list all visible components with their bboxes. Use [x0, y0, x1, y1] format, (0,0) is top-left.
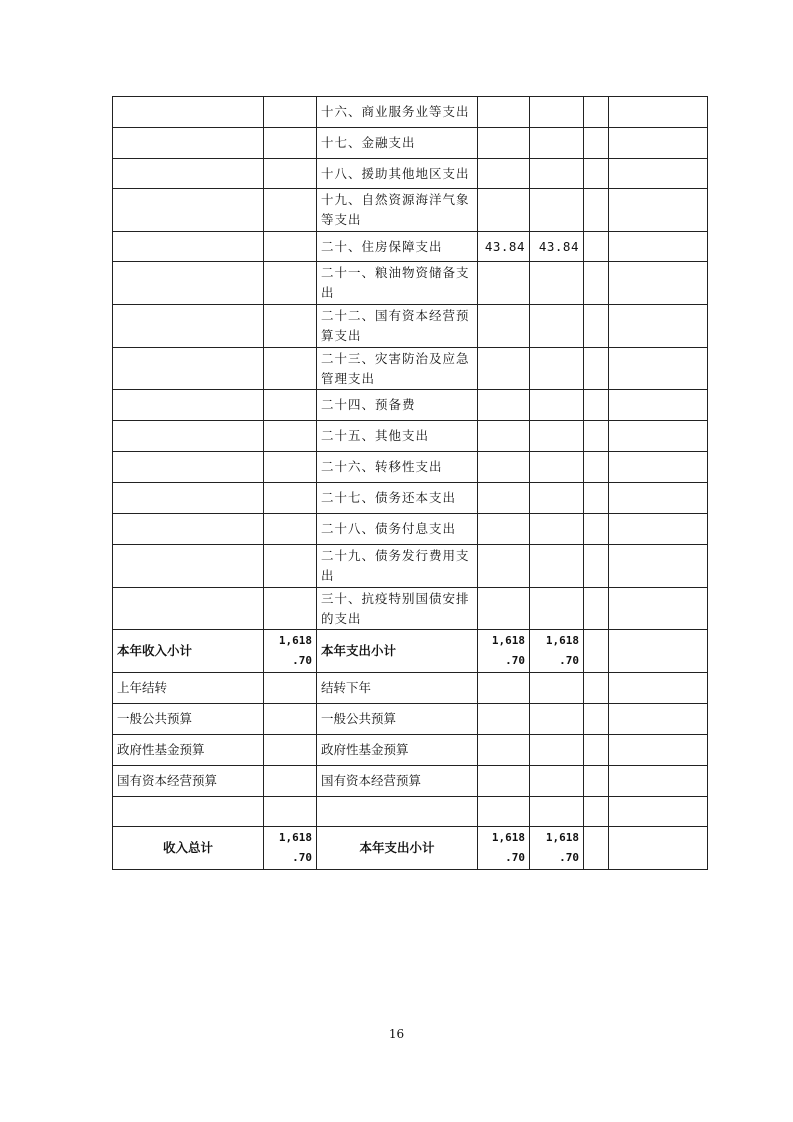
- table-row: [113, 735, 708, 766]
- table-row: [113, 128, 708, 159]
- expense-label: 二十九、债务发行费用支出: [317, 545, 478, 588]
- table-row: [113, 514, 708, 545]
- expense-label: 十九、自然资源海洋气象等支出: [317, 189, 478, 232]
- table-row: [113, 348, 708, 390]
- expense-subtotal-value: 1,618 .70: [478, 630, 530, 673]
- table-row: [113, 704, 708, 735]
- expense-label: 二十、住房保障支出: [317, 232, 478, 262]
- table-row: [113, 483, 708, 514]
- table-row: [113, 189, 708, 232]
- expense-value: 43.84: [530, 232, 584, 262]
- subtotal-row: [113, 630, 708, 673]
- income-subtotal-label: 本年收入小计: [113, 630, 264, 673]
- table-row: [113, 305, 708, 348]
- expense-label: 二十三、灾害防治及应急管理支出: [317, 348, 478, 390]
- expense-label: 十七、金融支出: [317, 128, 478, 159]
- expense-label: 二十七、债务还本支出: [317, 483, 478, 514]
- carry-forward-label: 上年结转: [113, 673, 264, 704]
- carry-next-label: 结转下年: [317, 673, 478, 704]
- table-row: [113, 390, 708, 421]
- expense-label: 二十六、转移性支出: [317, 452, 478, 483]
- expense-subtotal-label: 本年支出小计: [317, 630, 478, 673]
- expense-label: 二十二、国有资本经营预算支出: [317, 305, 478, 348]
- table-row: [113, 766, 708, 797]
- expense-label: 二十八、债务付息支出: [317, 514, 478, 545]
- carry-item: 国有资本经营预算: [113, 766, 264, 797]
- total-row: [113, 827, 708, 870]
- table-row: [113, 452, 708, 483]
- expense-total-value: 1,618 .70: [478, 827, 530, 870]
- expense-subtotal-value-2: 1,618 .70: [530, 630, 584, 673]
- expense-total-value-2: 1,618 .70: [530, 827, 584, 870]
- table-row: [113, 421, 708, 452]
- expense-label: 二十一、粮油物资储备支出: [317, 262, 478, 305]
- table-row: [113, 673, 708, 704]
- table-row: [113, 97, 708, 128]
- income-total-label: 收入总计: [113, 827, 264, 870]
- page-number: 16: [388, 1027, 405, 1041]
- table-row: [113, 797, 708, 827]
- expense-label: 十八、援助其他地区支出: [317, 159, 478, 189]
- carry-item: 国有资本经营预算: [317, 766, 478, 797]
- expense-value: 43.84: [478, 232, 530, 262]
- budget-table: [112, 96, 708, 870]
- table-row: [113, 262, 708, 305]
- expense-total-label: 本年支出小计: [317, 827, 478, 870]
- expense-label: 二十四、预备费: [317, 390, 478, 421]
- table-row: [113, 545, 708, 588]
- carry-item: 一般公共预算: [113, 704, 264, 735]
- table-row: [113, 588, 708, 630]
- carry-item: 政府性基金预算: [113, 735, 264, 766]
- carry-item: 政府性基金预算: [317, 735, 478, 766]
- income-total-value: 1,618 .70: [264, 827, 317, 870]
- expense-label: 十六、商业服务业等支出: [317, 97, 478, 128]
- table-row: [113, 232, 708, 262]
- table-row: [113, 159, 708, 189]
- carry-item: 一般公共预算: [317, 704, 478, 735]
- expense-label: 三十、抗疫特别国债安排的支出: [317, 588, 478, 630]
- expense-label: 二十五、其他支出: [317, 421, 478, 452]
- income-subtotal-value: 1,618 .70: [264, 630, 317, 673]
